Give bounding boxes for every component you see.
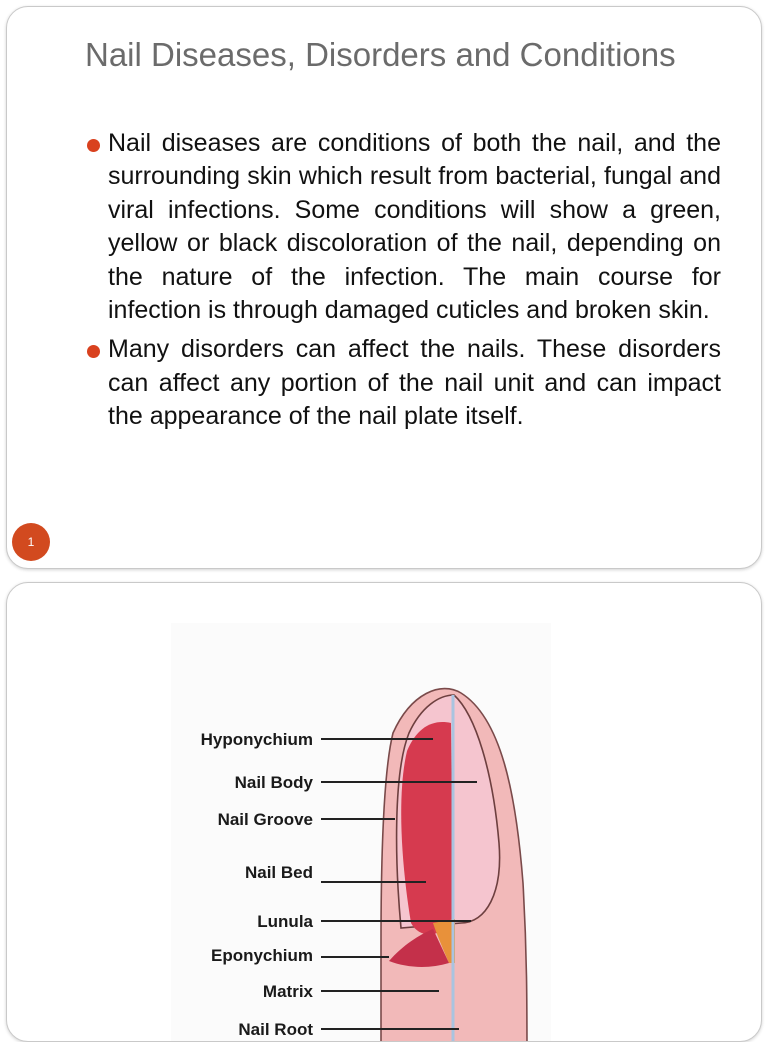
bullet-text: Many disorders can affect the nails. These disorders can affect any portion of the nail unit and can impact the appearance of the nail plate itself. — [108, 335, 721, 431]
label-lunula: Lunula — [257, 912, 313, 931]
bullet-item — [85, 333, 721, 433]
label-nail-body: Nail Body — [234, 773, 313, 792]
label-hyponychium: Hyponychium — [200, 730, 313, 749]
nail-anatomy-diagram — [171, 623, 551, 1042]
label-nail-bed: Nail Bed — [244, 863, 313, 882]
slide-1 — [6, 6, 762, 569]
label-eponychium: Eponychium — [210, 946, 313, 965]
label-nail-groove: Nail Groove — [217, 810, 313, 829]
page-number-badge: 1 — [12, 523, 50, 561]
label-matrix: Matrix — [262, 982, 313, 1001]
nail-bed-illustration — [401, 722, 453, 934]
bullet-item — [85, 127, 721, 327]
slide-2 — [6, 582, 762, 1042]
bullet-dot-icon — [87, 139, 100, 152]
bullet-dot-icon — [87, 345, 100, 358]
slide-title: Nail Diseases, Disorders and Conditions — [85, 36, 676, 73]
bullet-list — [85, 127, 721, 440]
label-nail-root: Nail Root — [238, 1020, 313, 1039]
bullet-text: Nail diseases are conditions of both the nail, and the surrounding skin which result from bacterial, fungal and viral infections. Some conditions will show a green, yellow or black discoloration of the nail, depending on the nature of the infection. The main course for infection is through damaged cuticles and broken skin. — [108, 129, 721, 325]
